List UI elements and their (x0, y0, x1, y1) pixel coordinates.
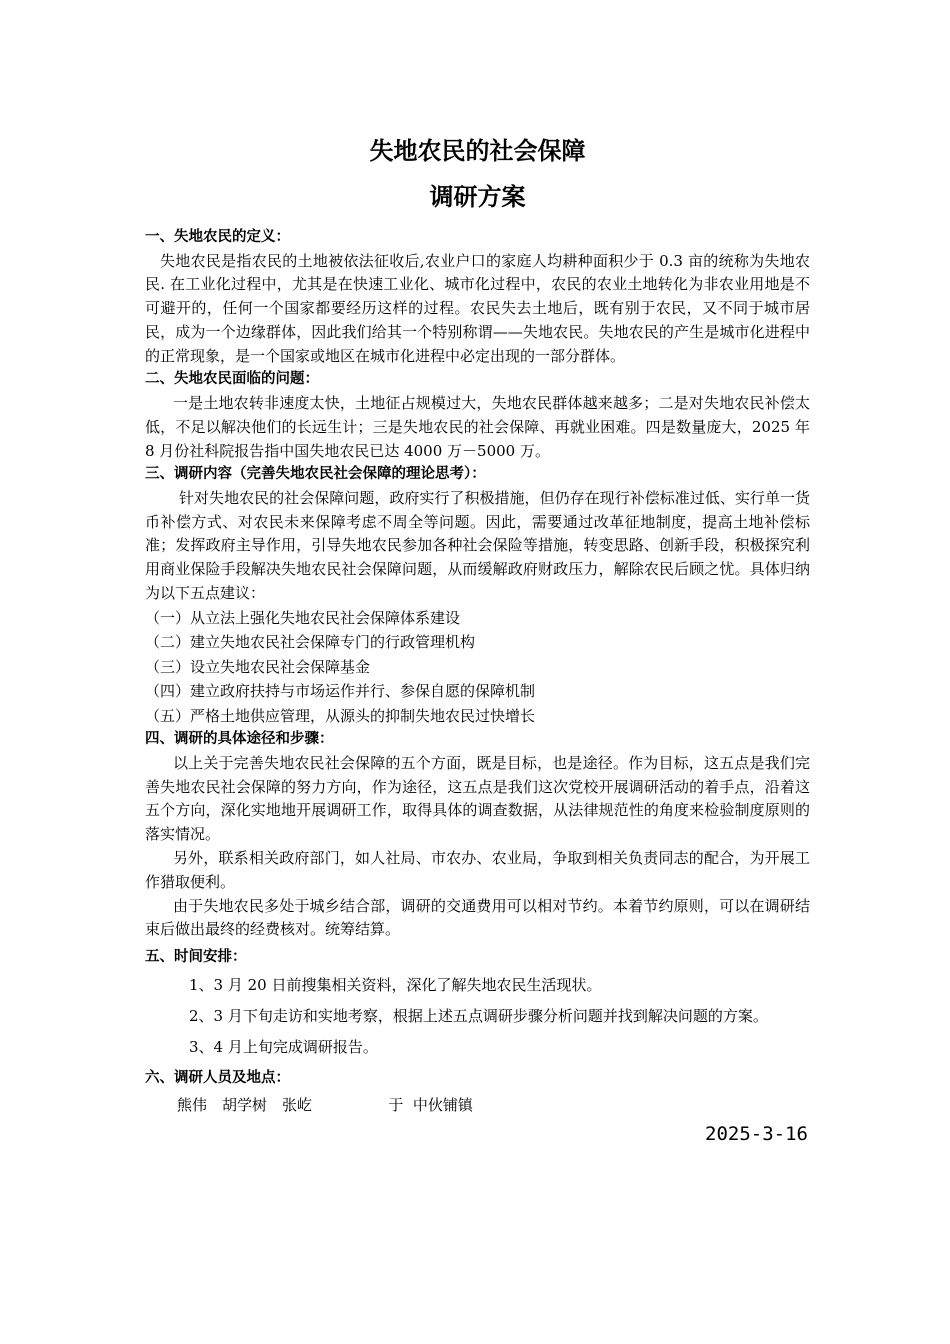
section-4-paragraph-3: 由于失地农民多处于城乡结合部，调研的交通费用可以相对节约。本着节约原则，可以在调研结束后做出最终的经费核对。统筹结算。 (145, 896, 810, 939)
section-1-heading: 一、失地农民的定义： (145, 229, 290, 245)
section-3-heading: 三、调研内容（完善失地农民社会保障的理论思考）： (145, 466, 486, 483)
section-1-body: 失地农民是指农民的土地被依法征收后,农业户口的家庭人均耕种面积少于 0.3 亩的统称为失地农民. 在工业化过程中，尤其是在快速工业化、城市化过程中，农民的农业土地转化为非农业用地是不可避开的，任何一个国家都要经历这样的过程。农民失去土地后，既有别于农民，又不同于城市居民，成为一个边缘群体，因此我们给其一个特别称谓——失地农民。失地农民的产生是城市化进程中的正常现象，是一个国家或地区在城市化进程中必定出现的一部分群体。 (145, 251, 810, 365)
document-subtitle: 调研方案 (429, 183, 526, 211)
schedule-item: 1、3 月 20 日前搜集相关资料，深化了解失地农民生活现状。 (189, 975, 602, 994)
section-4-paragraph-1: 以上关于完善失地农民社会保障的五个方面，既是目标，也是途径。作为目标，这五点是我们完善失地农民社会保障的努力方向，作为途径，这五点是我们这次党校开展调研活动的着手点，沿着这五个方向，深化实地地开展调研工作，取得具体的调查数据，从法律规范性的角度来检验制度原则的落实情况。 (145, 753, 810, 844)
suggestion-item: （一）从立法上强化失地农民社会保障体系建设 (145, 608, 461, 627)
section-4-heading: 四、调研的具体途径和步骤： (145, 731, 334, 748)
suggestion-item: （四）建立政府扶持与市场运作并行、参保自愿的保障机制 (145, 682, 536, 701)
document-title: 失地农民的社会保障 (369, 137, 586, 165)
document-date: 2025-3-16 (705, 1123, 808, 1146)
research-location: 于 中伙铺镇 (388, 1096, 473, 1115)
suggestion-item: （二）建立失地农民社会保障专门的行政管理机构 (145, 633, 476, 652)
suggestion-item: （五）严格土地供应管理，从源头的抑制失地农民过快增长 (145, 706, 536, 725)
document-page (145, 128, 810, 1148)
section-4-paragraph-2: 另外，联系相关政府部门，如人社局、市农办、农业局，争取到相关负责同志的配合，为开展工作猎取便利。 (145, 849, 810, 891)
section-2-body: 一是土地农转非速度太快，土地征占规模过大，失地农民群体越来越多；二是对失地农民补偿太低，不足以解决他们的长远生计；三是失地农民的社会保障、再就业困难。四是数量庞大，2025 年 8 月份社科院报告指中国失地农民已达 4000 万－5000 万。 (145, 393, 810, 460)
schedule-item: 3、4 月上旬完成调研报告。 (189, 1037, 378, 1056)
section-3-body: 针对失地农民的社会保障问题，政府实行了积极措施，但仍存在现行补偿标准过低、实行单一货币补偿方式、对农民未来保障考虑不周全等问题。因此，需要通过改革征地制度，提高土地补偿标准；发挥政府主导作用，引导失地农民参加各种社会保险等措施，转变思路、创新手段，积极探究利用商业保险手段解决失地农民社会保障问题，从而缓解政府财政压力，解除农民后顾之忧。具体归纳为以下五点建议： (145, 488, 810, 603)
section-5-heading: 五、时间安排： (145, 949, 247, 966)
suggestion-item: （三）设立失地农民社会保障基金 (145, 657, 371, 676)
researchers-line (145, 1090, 810, 1120)
researchers-names: 熊伟 胡学树 张屹 (177, 1096, 313, 1115)
section-6-heading: 六、调研人员及地点： (145, 1069, 290, 1086)
section-2-heading: 二、失地农民面临的问题： (145, 371, 319, 388)
schedule-item: 2、3 月下旬走访和实地考察，根据上述五点调研步骤分析问题并找到解决问题的方案。 (189, 1006, 768, 1025)
